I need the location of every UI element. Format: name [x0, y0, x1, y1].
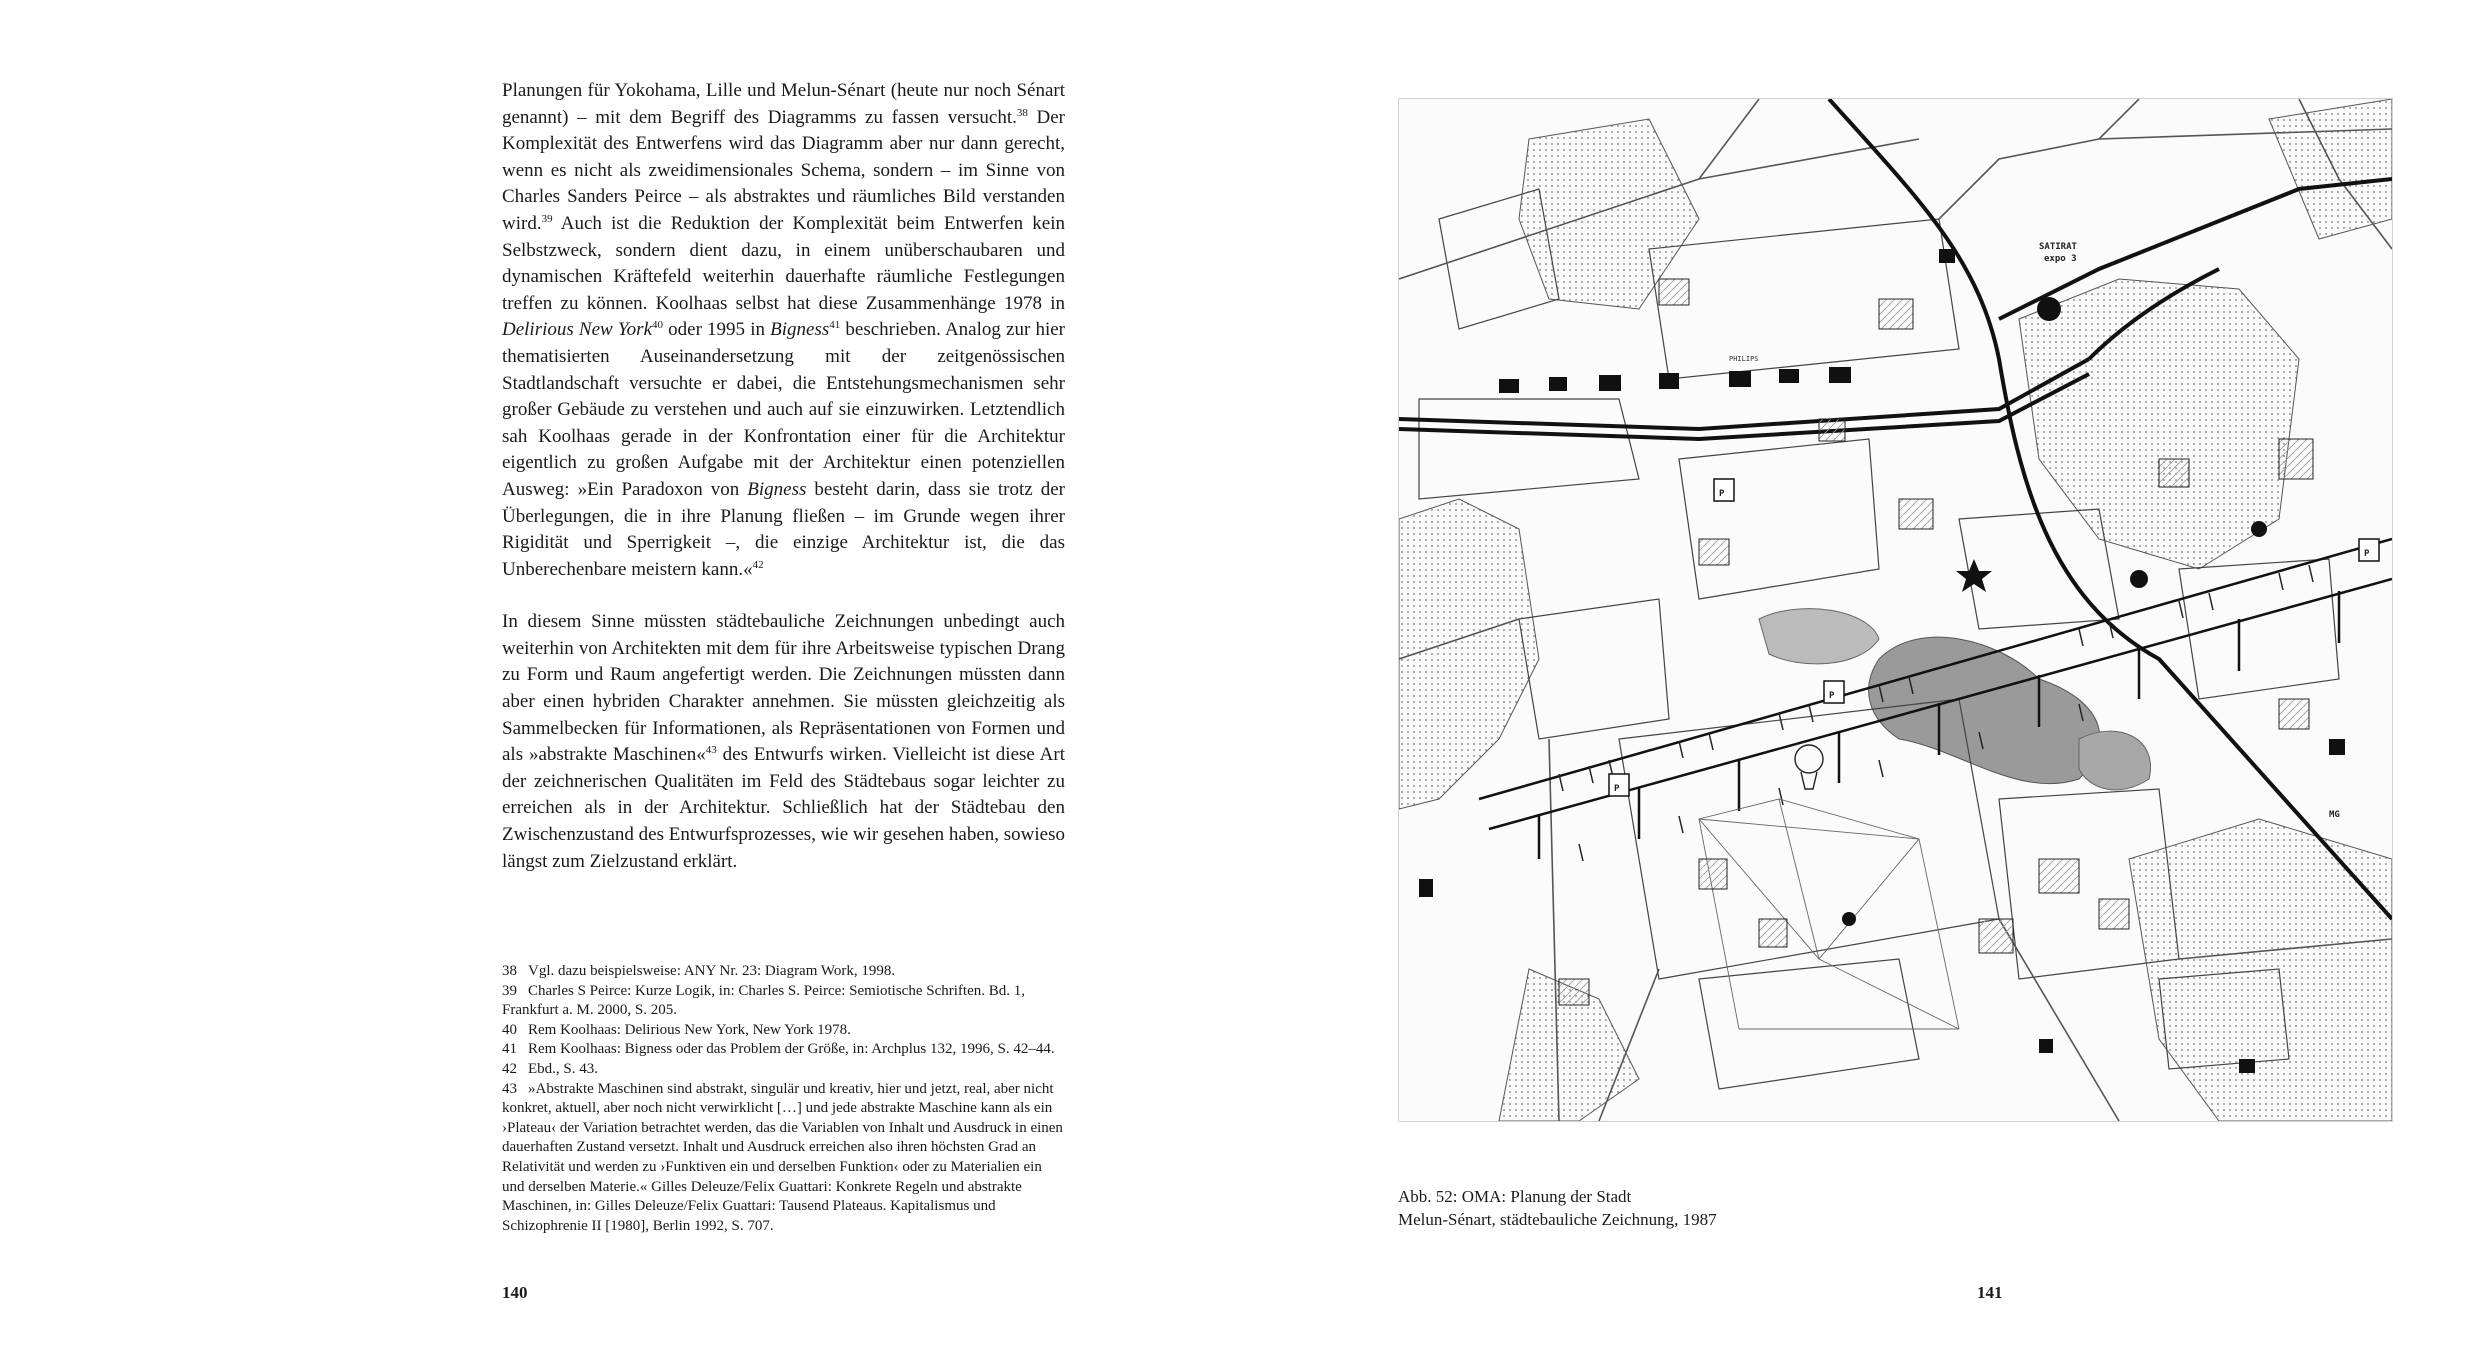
footnote-text: »Abstrakte Maschinen sind abstrakt, singulär und kreativ, hier und jetzt, real, aber nicht konkret, aktuell, aber noch nicht verwirklicht […] und jede abstrakte Maschine kann als ein ›Plateau‹ der Variation betrachtet werden, das die Variablen von Inhalt und Ausdruck in einen dauerhaften Zustand versetzt. Inhalt und Ausdruck erreichen also ihren höchsten Grad an Relativität und werden zu ›Funktiven ein und derselben Funktion‹ oder zu Materialien ein und derselben Materie.« Gilles Deleuze/Felix Guattari: Konkrete Regeln und abstrakte Maschinen, in: Gilles Deleuze/Felix Guattari: Tausend Plateaus. Kapitalismus und Schizophrenie II [1980], Berlin 1992, S. 707.: [502, 1080, 1063, 1234]
footnote-ref-42[interactable]: 42: [752, 558, 764, 571]
footnote-number: 40: [502, 1021, 517, 1038]
parking-label: P: [1719, 489, 1725, 499]
book-title: Bigness: [770, 319, 830, 341]
footnote-number: 42: [502, 1060, 517, 1077]
footnote-ref-38[interactable]: 38: [1016, 106, 1028, 119]
page-number-left: 140: [502, 1283, 528, 1302]
text-run: besteht darin, dass sie trotz der Überlegungen, die in ihre Planung fließen – im Grunde wegen ihrer Rigidität und Sperrigkeit –, die einzige Architektur ist, die das Unberechenbare meistern kann.«: [502, 478, 1065, 580]
parking-label: P: [2364, 549, 2370, 559]
footnote-text: Charles S Peirce: Kurze Logik, in: Charles S. Peirce: Semiotische Schriften. Bd. 1, Frankfurt a. M. 2000, S. 205.: [502, 982, 1025, 1019]
footnote-ref-40[interactable]: 40: [652, 319, 663, 332]
city-plan-drawing: [1399, 99, 2392, 1121]
map-label: expo 3: [2044, 254, 2077, 264]
figure-caption: [1398, 1185, 2098, 1231]
map-label: PHILIPS: [1729, 355, 1759, 363]
text-run: Planungen für Yokohama, Lille und Melun-Sénart (heute nur noch Sénart genannt) – mit dem Begriff des Diagramms zu fassen versucht.: [502, 80, 1065, 128]
footnote-39: [502, 982, 1065, 1021]
text-run: Auch ist die Reduktion der Komplexität beim Entwerfen kein Selbstzweck, sondern dient dazu, in einem unüberschaubaren und dynamischen Kräftefeld weiterhin dauerhafte räumliche Festlegungen treffen zu können. Koolhaas selbst hat diese Zusammenhänge 1978 in: [502, 212, 1065, 314]
book-title: Delirious New York: [502, 319, 652, 341]
parking-label: P: [1829, 691, 1835, 701]
caption-line: Melun-Sénart, städtebauliche Zeichnung, 1987: [1398, 1210, 1717, 1229]
footnote-number: 38: [502, 963, 517, 979]
paragraph-1: [502, 78, 1065, 583]
map-label: SATIRAT: [2039, 242, 2077, 252]
page-number-right: 141: [1977, 1283, 2003, 1302]
left-page: [0, 0, 1240, 1359]
footnote-41: [502, 1040, 1065, 1060]
footnote-ref-41[interactable]: 41: [829, 319, 841, 332]
footnote-number: 43: [502, 1080, 517, 1097]
footnote-text: Ebd., S. 43.: [528, 1060, 599, 1077]
footnote-number: 39: [502, 982, 517, 999]
text-run: beschrieben. Analog zur hier thematisierten Auseinandersetzung mit der zeitgenössischen Stadtlandschaft versuchte er dabei, die Entstehungsmechanismen sehr großer Gebäude zu verstehen und auch auf sie einzuwirken. Letztendlich sah Koolhaas gerade in der Konfrontation einer für die Architektur eigentlich zu großen Aufgabe mit der Architektur einen potenziellen Ausweg: »Ein Paradoxon von: [502, 319, 1065, 500]
footnote-43: [502, 1080, 1065, 1237]
footnote-40: [502, 1021, 1065, 1041]
parking-label: P: [1614, 784, 1620, 794]
text-run: Der Komplexität des Entwerfens wird das Diagramm aber nur dann gerecht, wenn es nicht als zweidimensionales Schema, sondern – im Sinne von Charles Sanders Peirce – als abstraktes und räumliches Bild verstanden wird.: [502, 106, 1066, 234]
footnote-text: Vgl. dazu beispielsweise: ANY Nr. 23: Diagram Work, 1998.: [528, 963, 896, 979]
text-run: des Entwurfs wirken. Vielleicht ist diese Art der zeichnerischen Qualitäten im Feld des Städtebaus sogar leichter zu erreichen als in der Architektur. Schließlich hat der Städtebau den Zwischenzustand des Entwurfsprozesses, wie wir gesehen haben, sowieso längst zum Zielzustand erklärt.: [502, 744, 1065, 872]
book-title: Bigness: [747, 478, 807, 500]
footnotes: [502, 962, 1065, 1236]
footnote-text: Rem Koolhaas: Delirious New York, New York 1978.: [528, 1021, 851, 1038]
text-run: oder 1995 in: [663, 319, 771, 341]
footnote-ref-39[interactable]: 39: [541, 212, 553, 225]
footnote-38: [502, 962, 1065, 982]
city-plan-figure: [1398, 98, 2393, 1122]
footnote-ref-43[interactable]: 43: [705, 744, 717, 757]
footnote-42: [502, 1060, 1065, 1080]
footnote-number: 41: [502, 1041, 517, 1058]
paragraph-2: [502, 609, 1065, 875]
body-text: [502, 78, 1065, 875]
map-label: MG: [2329, 810, 2340, 820]
footnote-text: Rem Koolhaas: Bigness oder das Problem der Größe, in: Archplus 132, 1996, S. 42–44.: [528, 1041, 1055, 1058]
text-run: In diesem Sinne müssten städtebauliche Zeichnungen unbedingt auch weiterhin von Architekten mit dem für ihre Arbeitsweise typischen Drang zu Form und Raum angefertigt werden. Die Zeichnungen müssten dann aber einen hybriden Charakter annehmen. Sie müssten gleichzeitig als Sammelbecken für Informationen, als Repräsentationen von Formen und als »abstrakte Maschinen«: [502, 611, 1065, 766]
caption-line: Abb. 52: OMA: Planung der Stadt: [1398, 1187, 1632, 1206]
